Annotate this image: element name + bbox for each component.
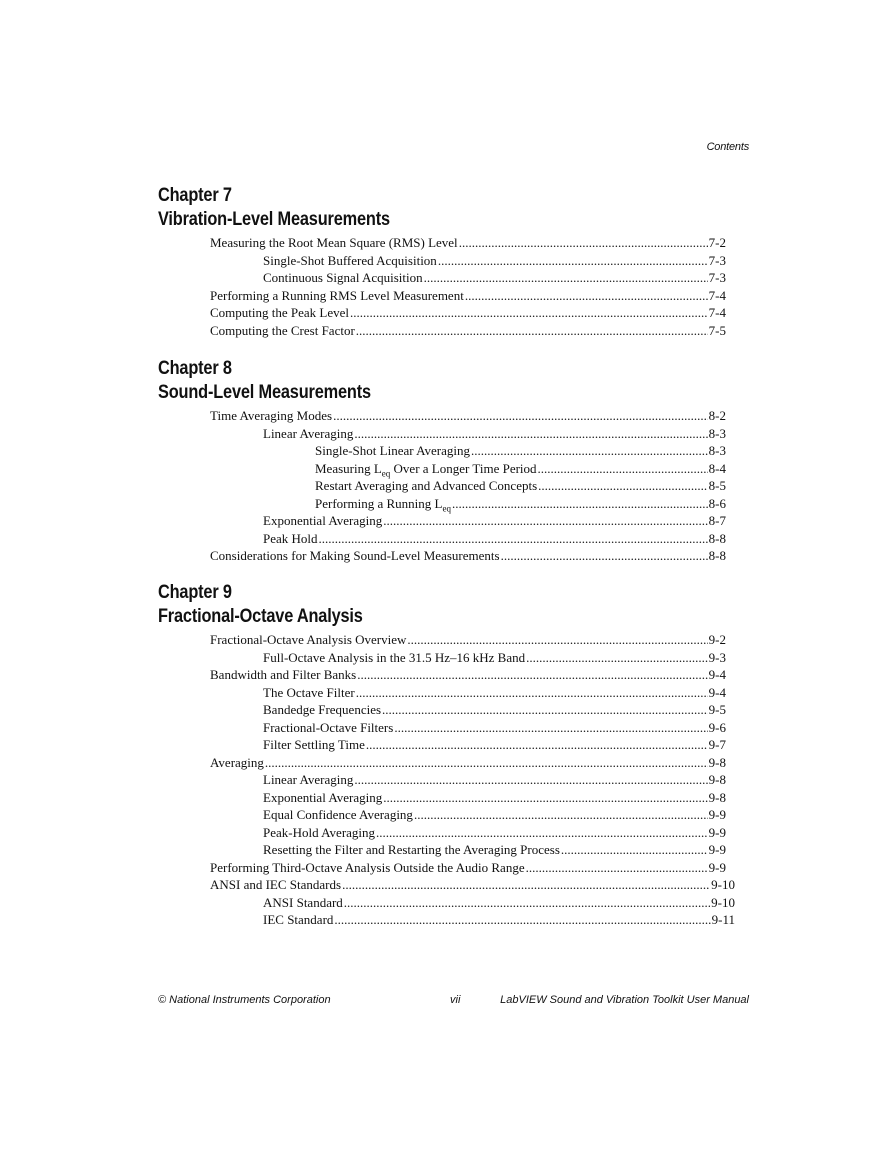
toc-entry[interactable]: [158, 530, 726, 548]
dot-leader: [526, 649, 708, 667]
toc-list: [158, 234, 738, 339]
toc-entry-title: Peak-Hold Averaging: [263, 824, 376, 840]
dot-leader: [334, 911, 710, 929]
toc-page-number: 9-3: [708, 649, 726, 665]
toc-entry[interactable]: [158, 806, 726, 824]
toc-entry-title: [315, 495, 451, 513]
toc-list: [158, 631, 738, 929]
toc-page-number: 8-5: [708, 478, 726, 493]
running-header: Contents: [706, 141, 749, 153]
toc-entry[interactable]: [158, 736, 726, 754]
toc-entry[interactable]: [158, 287, 726, 305]
toc-page-number: 8-7: [708, 513, 726, 528]
toc-page-number: 9-10: [711, 877, 735, 892]
dot-leader: [354, 771, 707, 789]
chapter-number: Chapter 9: [158, 582, 232, 603]
toc-page-number: 9-9: [708, 859, 726, 875]
dot-leader: [561, 841, 708, 859]
toc-page-number: 8-6: [708, 495, 726, 511]
footer-copyright: © National Instruments Corporation: [158, 994, 331, 1006]
toc-entry-title: Fractional-Octave Filters: [263, 719, 394, 735]
toc-page-number: 9-8: [708, 772, 726, 787]
toc-entry-title: Considerations for Making Sound-Level Measurements: [210, 548, 500, 563]
footer-page-number: vii: [450, 994, 461, 1006]
dot-leader: [383, 512, 707, 530]
toc-entry[interactable]: [158, 666, 726, 684]
chapter-number: Chapter 8: [158, 358, 232, 379]
toc-entry[interactable]: [158, 460, 726, 478]
dot-leader: [383, 789, 707, 807]
page-footer: [158, 994, 749, 1010]
toc-page-number: 8-8: [708, 530, 726, 546]
dot-leader: [344, 894, 710, 912]
toc-entry[interactable]: [158, 512, 726, 530]
dot-leader: [459, 234, 708, 252]
chapter-title: Sound-Level Measurements: [158, 382, 371, 403]
dot-leader: [356, 322, 708, 340]
chapter-7-section: [158, 184, 738, 339]
toc-entry[interactable]: [158, 876, 735, 894]
toc-entry[interactable]: [158, 754, 726, 772]
dot-leader: [452, 495, 708, 513]
footer-manual-title: LabVIEW Sound and Vibration Toolkit User Manual: [500, 994, 749, 1006]
toc-page-number: 9-4: [708, 667, 726, 682]
toc-entry[interactable]: [158, 252, 726, 270]
toc-entry-title: IEC Standard: [263, 912, 334, 927]
toc-entry-title: Computing the Crest Factor: [210, 322, 355, 338]
toc-page-number: 7-4: [708, 287, 726, 303]
toc-page-number: 9-9: [708, 824, 726, 840]
entry-text-part: Performing a Running L: [315, 495, 443, 511]
toc-entry-title: The Octave Filter: [263, 684, 355, 700]
toc-page-number: 9-5: [708, 702, 726, 717]
toc-page-number: 7-4: [708, 305, 726, 320]
dot-leader: [354, 425, 707, 443]
dot-leader: [376, 824, 708, 842]
toc-page-number: 9-6: [708, 719, 726, 735]
toc-entry-title: Continuous Signal Acquisition: [263, 270, 423, 285]
dot-leader: [342, 876, 710, 894]
toc-page-number: 9-9: [708, 807, 726, 822]
toc-page-number: 9-7: [708, 737, 726, 752]
toc-entry[interactable]: [158, 911, 735, 929]
toc-entry-title: Equal Confidence Averaging: [263, 807, 413, 822]
toc-entry-title: Filter Settling Time: [263, 737, 365, 752]
chapter-9-section: [158, 581, 738, 929]
toc-entry[interactable]: [158, 894, 735, 912]
toc-entry-title: Restart Averaging and Advanced Concepts: [315, 478, 538, 493]
dot-leader: [538, 460, 708, 478]
toc-page-number: 8-2: [708, 408, 726, 423]
toc-entry-title: [315, 460, 537, 478]
toc-entry[interactable]: [158, 407, 726, 425]
toc-entry[interactable]: [158, 789, 726, 807]
toc-entry[interactable]: [158, 859, 726, 877]
toc-page-number: 7-2: [708, 235, 726, 250]
toc-entry-title: Linear Averaging: [263, 425, 354, 441]
dot-leader: [471, 442, 708, 460]
toc-page-number: 9-9: [708, 842, 726, 857]
toc-page-number: 8-3: [708, 425, 726, 441]
toc-entry[interactable]: [158, 304, 726, 322]
dot-leader: [350, 304, 708, 322]
toc-entry[interactable]: [158, 477, 726, 495]
dot-leader: [465, 287, 708, 305]
toc-page-number: 9-8: [708, 754, 726, 770]
toc-entry[interactable]: [158, 771, 726, 789]
toc-page-number: 9-4: [708, 684, 726, 700]
dot-leader: [382, 701, 708, 719]
toc-entry[interactable]: [158, 234, 726, 252]
chapter-title: Vibration-Level Measurements: [158, 209, 390, 230]
toc-entry-title: Single-Shot Linear Averaging: [315, 443, 471, 458]
toc-entry-title: Bandedge Frequencies: [263, 702, 382, 717]
dot-leader: [366, 736, 708, 754]
toc-page-number: 7-5: [708, 322, 726, 338]
toc-entry-title: Averaging: [210, 754, 264, 770]
toc-entry-title: Exponential Averaging: [263, 513, 383, 528]
toc-entry-title: Exponential Averaging: [263, 789, 383, 805]
entry-text-part: Over a Longer Time Period: [390, 460, 537, 476]
toc-entry[interactable]: [158, 719, 726, 737]
toc-page-number: 9-8: [708, 789, 726, 805]
toc-entry[interactable]: [158, 824, 726, 842]
toc-entry[interactable]: [158, 684, 726, 702]
dot-leader: [407, 631, 707, 649]
toc-entry[interactable]: [158, 442, 726, 460]
toc-page-number: 9-11: [711, 912, 735, 927]
subscript: eq: [381, 468, 391, 479]
toc-page-number: 8-4: [708, 460, 726, 476]
dot-leader: [319, 530, 708, 548]
toc-page-number: 8-3: [708, 443, 726, 458]
dot-leader: [438, 252, 708, 270]
toc-entry[interactable]: [158, 495, 726, 513]
toc-entry[interactable]: [158, 649, 726, 667]
dot-leader: [501, 547, 708, 565]
toc-entry-title: Measuring the Root Mean Square (RMS) Level: [210, 235, 458, 250]
dot-leader: [394, 719, 707, 737]
toc-entry[interactable]: [158, 701, 726, 719]
toc-entry-title: ANSI and IEC Standards: [210, 877, 342, 892]
dot-leader: [424, 269, 708, 287]
chapter-8-section: [158, 357, 738, 565]
toc-entry[interactable]: [158, 425, 726, 443]
toc-page-number: 7-3: [708, 270, 726, 285]
dot-leader: [265, 754, 708, 772]
toc-entry-title: Single-Shot Buffered Acquisition: [263, 252, 437, 268]
toc-list: [158, 407, 738, 565]
toc-page-number: 8-8: [708, 548, 726, 563]
toc-page-number: 9-10: [711, 894, 735, 910]
dot-leader: [356, 684, 708, 702]
toc-entry-title: Performing a Running RMS Level Measurement: [210, 287, 464, 303]
subscript: eq: [442, 503, 451, 514]
toc-entry[interactable]: [158, 841, 726, 859]
toc-page-number: 9-2: [708, 632, 726, 647]
toc-page-number: 7-3: [708, 252, 726, 268]
toc-entry-title: ANSI Standard: [263, 894, 343, 910]
toc-entry-title: Bandwidth and Filter Banks: [210, 667, 357, 682]
toc-entry[interactable]: [158, 631, 726, 649]
dot-leader: [414, 806, 708, 824]
dot-leader: [357, 666, 707, 684]
toc-entry-title: Computing the Peak Level: [210, 305, 350, 320]
toc-entry-title: Full-Octave Analysis in the 31.5 Hz–16 kHz Band: [263, 649, 526, 665]
toc-entry-title: Peak Hold: [263, 530, 318, 546]
toc-entry-title: Fractional-Octave Analysis Overview: [210, 632, 407, 647]
toc-entry[interactable]: [158, 547, 726, 565]
toc-entry[interactable]: [158, 269, 726, 287]
entry-text-part: Measuring L: [315, 460, 382, 476]
toc-entry-title: Linear Averaging: [263, 772, 354, 787]
dot-leader: [526, 859, 708, 877]
dot-leader: [333, 407, 708, 425]
toc-entry-title: Time Averaging Modes: [210, 408, 333, 423]
dot-leader: [538, 477, 708, 495]
toc-entry-title: Resetting the Filter and Restarting the Averaging Process: [263, 842, 560, 857]
toc-entry[interactable]: [158, 322, 726, 340]
toc-entry-title: Performing Third-Octave Analysis Outside the Audio Range: [210, 859, 525, 875]
chapter-number: Chapter 7: [158, 185, 232, 206]
chapter-title: Fractional-Octave Analysis: [158, 606, 363, 627]
